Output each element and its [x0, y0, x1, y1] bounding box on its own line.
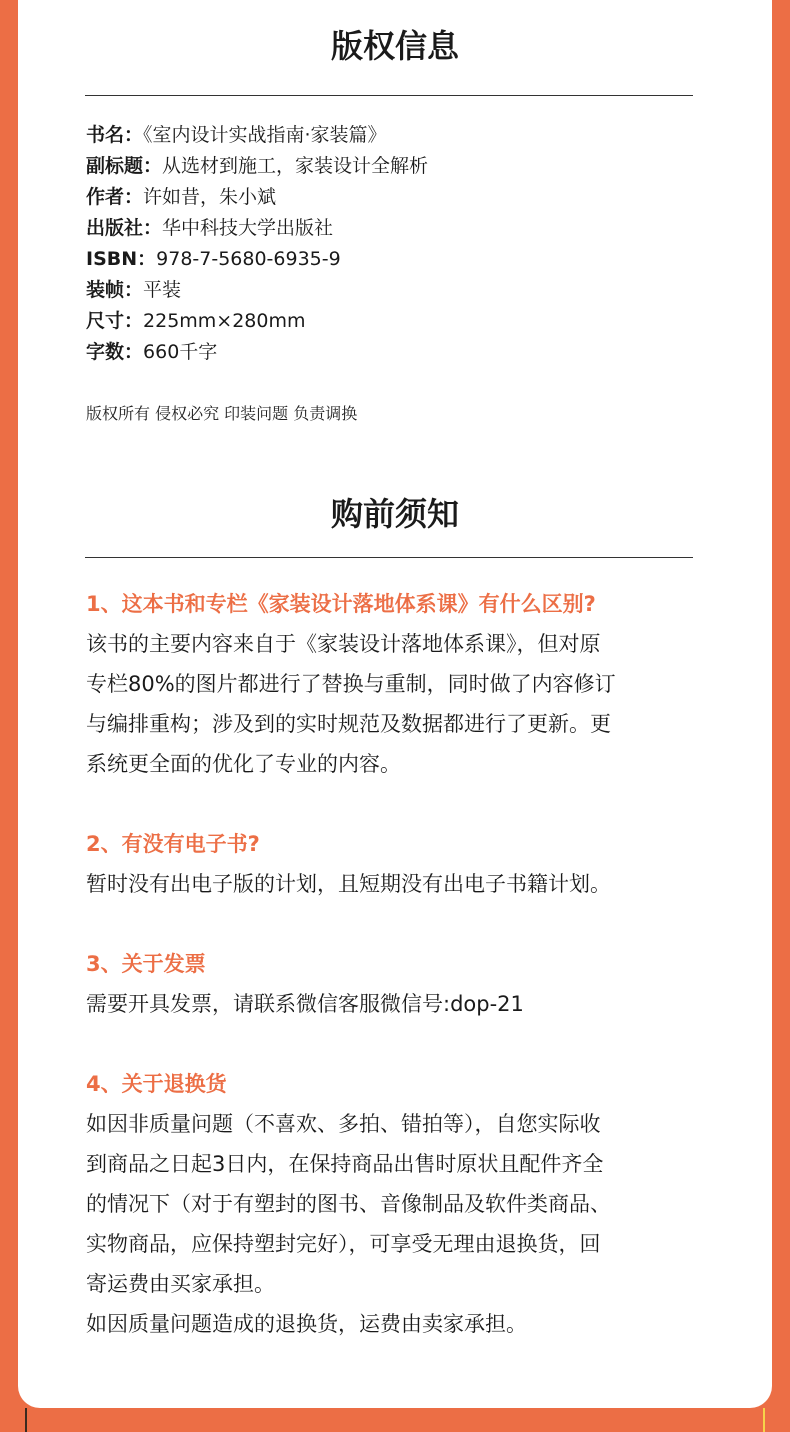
- faq-answer-line: 的情况下（对于有塑封的图书、音像制品及软件类商品、: [86, 1192, 611, 1216]
- info-row-binding: [86, 275, 428, 306]
- faq-question: 1、这本书和专栏《家装设计落地体系课》有什么区别?: [86, 592, 596, 616]
- info-value: 《室内设计实战指南·家装篇》: [143, 124, 387, 146]
- faq-answer-line: 暂时没有出电子版的计划，且短期没有出电子书籍计划。: [86, 872, 611, 896]
- faq-answer-line: 如因质量问题造成的退换货，运费由卖家承担。: [86, 1312, 527, 1336]
- info-value: 许如昔，朱小斌: [143, 186, 277, 208]
- faq-question: 2、有没有电子书?: [86, 832, 260, 856]
- info-value: 平装: [143, 279, 182, 301]
- info-key: ISBN：: [86, 248, 157, 270]
- faq-answer-line: 如因非质量问题（不喜欢、多拍、错拍等），自您实际收: [86, 1112, 601, 1136]
- faq-answer-line: 专栏80%的图片都进行了替换与重制，同时做了内容修订: [86, 672, 616, 696]
- info-key: 出版社：: [86, 217, 163, 239]
- faq-item-1: [86, 584, 702, 784]
- faq-question: 3、关于发票: [86, 952, 206, 976]
- faq-answer-line: 到商品之日起3日内，在保持商品出售时原状且配件齐全: [86, 1152, 604, 1176]
- faq-answer-line: 需要开具发票，请联系微信客服微信号:dop-21: [86, 992, 524, 1016]
- faq-item-3: [86, 944, 702, 1024]
- info-key: 书名：: [86, 124, 144, 146]
- faq-question: 4、关于退换货: [86, 1072, 227, 1096]
- info-value: 华中科技大学出版社: [162, 217, 334, 239]
- info-key: 字数：: [86, 341, 144, 363]
- faq-answer-line: 实物商品，应保持塑封完好），可享受无理由退换货，回: [86, 1232, 601, 1256]
- copyright-divider: [85, 95, 693, 96]
- info-row-isbn: [86, 244, 428, 275]
- info-value: 从选材到施工，家装设计全解析: [162, 155, 429, 177]
- book-info-list: [86, 120, 428, 368]
- info-row-wordcount: [86, 337, 428, 368]
- info-key: 作者：: [86, 186, 144, 208]
- info-value: 660千字: [143, 341, 218, 363]
- info-key: 副标题：: [86, 155, 163, 177]
- info-key: 装帧：: [86, 279, 144, 301]
- faq-answer-line: 该书的主要内容来自于《家装设计落地体系课》，但对原: [86, 632, 601, 656]
- info-row-subtitle: [86, 151, 428, 182]
- info-value: 225mm×280mm: [143, 310, 306, 332]
- content-card: [18, 0, 772, 1408]
- faq-answer-line: 系统更全面的优化了专业的内容。: [86, 752, 401, 776]
- faq-answer-line: 与编排重构；涉及到的实时规范及数据都进行了更新。更: [86, 712, 611, 736]
- faq-item-2: [86, 824, 702, 904]
- bottom-edge-line-right: [763, 1408, 765, 1432]
- info-row-title: [86, 120, 428, 151]
- info-row-publisher: [86, 213, 428, 244]
- copyright-title: 版权信息: [330, 27, 459, 65]
- bottom-edge-line-left: [25, 1408, 27, 1432]
- notice-title: 购前须知: [330, 495, 459, 533]
- copyright-notice: 版权所有 侵权必究 印装问题 负责调换: [86, 404, 358, 423]
- info-value: 978-7-5680-6935-9: [156, 248, 341, 270]
- info-row-size: [86, 306, 428, 337]
- notice-divider: [85, 557, 693, 558]
- info-key: 尺寸：: [86, 310, 144, 332]
- info-row-author: [86, 182, 428, 213]
- faq-answer-line: 寄运费由买家承担。: [86, 1272, 275, 1296]
- faq-item-4: [86, 1064, 702, 1344]
